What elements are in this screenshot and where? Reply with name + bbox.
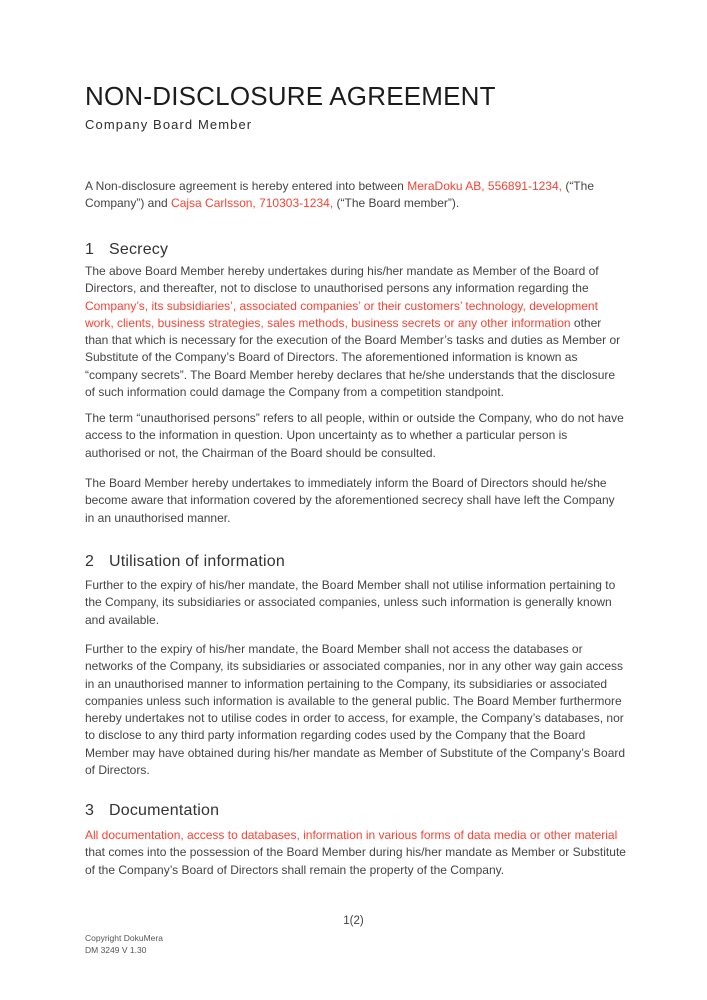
intro-paragraph <box>85 178 626 213</box>
section-heading <box>85 552 626 572</box>
section-paragraph <box>85 827 626 879</box>
text-segment: (“The Board member”). <box>333 196 460 211</box>
text-segment: that comes into the possession of the Board Member during his/her mandate as Member or Substitute of the Company’s Board of Directors shall remain the property of the Company. <box>85 845 626 877</box>
highlighted-text-segment: All documentation, access to databases, information in various forms of data media or other material <box>85 828 618 842</box>
section-paragraph <box>85 641 626 779</box>
section-number: 2 <box>85 553 95 570</box>
section-paragraph <box>85 577 626 629</box>
version-line: DM 3249 V 1.30 <box>85 944 147 955</box>
section-title: Secrecy <box>109 241 169 258</box>
section-number: 1 <box>85 241 95 258</box>
section-number: 3 <box>85 802 95 819</box>
section-paragraph <box>85 263 626 401</box>
text-segment: The above Board Member hereby undertakes during his/her mandate as Member of the Board of Directors, and thereafter, not to disclose to unauthorised persons any information regarding the <box>85 264 599 296</box>
text-segment: The term “unauthorised persons” refers to all people, within or outside the Company, who do not have access to the information in question. Upon uncertainty as to whether a particular person is authorised or not, the Chairman of the Board should be consulted. <box>85 411 624 460</box>
section-heading <box>85 801 626 821</box>
section-heading <box>85 240 626 260</box>
section-title: Documentation <box>109 802 220 819</box>
highlighted-text-segment: Company’s, its subsidiaries’, associated companies’ or their customers’ technology, development work, clients, business strategies, sales methods, business secrets or any other information <box>85 298 598 330</box>
highlighted-text-segment: Cajsa Carlsson, 710303-1234, <box>171 196 334 211</box>
text-segment: The Board Member hereby undertakes to immediately inform the Board of Directors should he/she become aware that information covered by the aforementioned secrecy shall have left the Company in an unauthorised manner. <box>85 476 615 525</box>
text-segment: other than that which is necessary for the execution of the Board Member’s tasks and duties as Member or Substitute of the Company’s Board of Directors. The aforementioned information is known as “company secrets”. The Board Member hereby declares that he/she understands that the disclosure of such information could damage the Company from a competition standpoint. <box>85 315 621 400</box>
copyright-line: Copyright DokuMera <box>85 933 163 943</box>
text-segment: (“The Company”) and <box>85 179 594 211</box>
copyright-block <box>85 933 163 956</box>
page-number: 1(2) <box>343 915 364 927</box>
text-segment: A Non-disclosure agreement is hereby entered into between <box>85 179 408 193</box>
section-title: Utilisation of information <box>109 553 285 570</box>
text-segment: Further to the expiry of his/her mandate, the Board Member shall not access the databases or networks of the Company, its subsidiaries or associated companies, nor in any other way gain access in an unauthorised manner to information pertaining to the Company, its subsidiaries or associated companies unless such information is available to the general public. The Board Member furthermore hereby undertakes not to utilise codes in order to access, for example, the Company’s databases, nor to disclose to any third party information regarding codes used by the Company that the Board Member may have obtained during his/her mandate as Member of Substitute of the Company’s Board of Directors. <box>85 642 626 778</box>
document-title: NON-DISCLOSURE AGREEMENT <box>85 81 496 111</box>
section-paragraph <box>85 475 626 527</box>
section-paragraph <box>85 410 626 462</box>
highlighted-text-segment: MeraDoku AB, 556891-1234, <box>407 179 562 193</box>
text-segment: Further to the expiry of his/her mandate, the Board Member shall not utilise information pertaining to the Company, its subsidiaries or associated companies, unless such information is generally known and available. <box>85 578 616 627</box>
document-subtitle: Company Board Member <box>85 117 253 132</box>
